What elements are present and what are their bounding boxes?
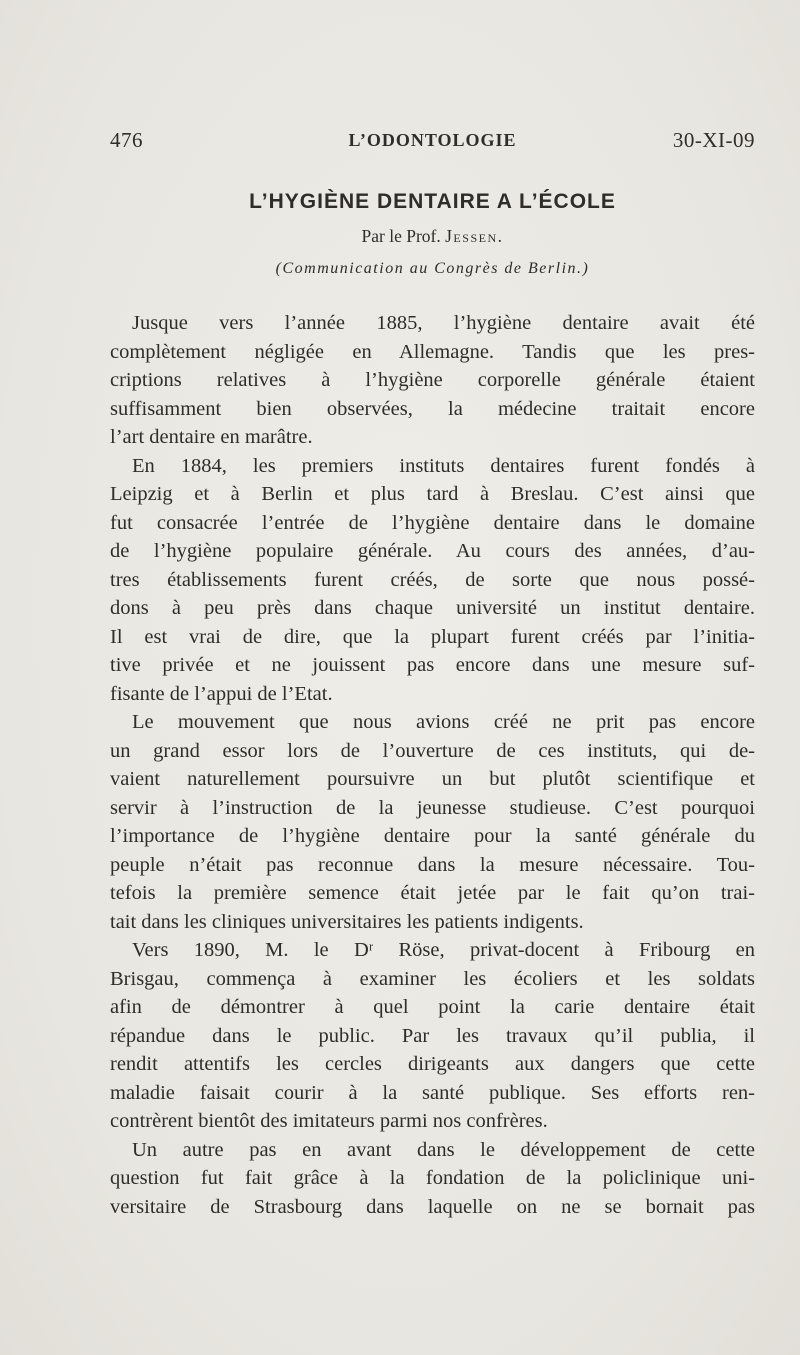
journal-title: L’ODONTOLOGIE <box>348 130 517 150</box>
paragraph <box>110 452 755 709</box>
text-line: dons à peu près dans chaque université un institut dentaire. <box>110 597 755 619</box>
byline-prefix: Par le Prof. <box>361 226 441 246</box>
text-line: Le mouvement que nous avions créé ne prit pas encore <box>132 711 755 733</box>
running-head <box>110 128 755 156</box>
text-line: fisante de l’appui de l’Etat. <box>110 682 333 705</box>
text-line: Vers 1890, M. le Dʳ Röse, privat-docent à Fribourg en <box>132 939 755 961</box>
text-line: Leipzig et à Berlin et plus tard à Breslau. C’est ainsi que <box>110 483 755 505</box>
text-line: tres établissements furent créés, de sorte que nous possé- <box>110 568 755 591</box>
paragraph <box>110 936 755 1136</box>
text-line: un grand essor lors de l’ouverture de ces instituts, qui de- <box>110 739 755 762</box>
paragraph <box>110 309 755 452</box>
issue-date: 30-XI-09 <box>672 128 755 152</box>
text-line: répandue dans le public. Par les travaux qu’il publia, il <box>110 1024 755 1047</box>
text-line: fut consacrée l’entrée de l’hygiène dentaire dans le domaine <box>110 511 755 534</box>
article-title: L’HYGIÈNE DENTAIRE A L’ÉCOLE <box>249 190 616 213</box>
text-line: maladie faisait courir à la santé publique. Ses efforts ren- <box>110 1081 755 1104</box>
text-line: tefois la première semence était jetée par le fait qu’on trai- <box>110 882 755 904</box>
text-line: criptions relatives à l’hygiène corporelle générale étaient <box>110 369 755 391</box>
page-number: 476 <box>110 128 143 152</box>
text-line: suffisamment bien observées, la médecine traitait encore <box>110 397 755 420</box>
text-line: Il est vrai de dire, que la plupart furent créés par l’initia- <box>110 625 755 648</box>
text-line: Jusque vers l’année 1885, l’hygiène dentaire avait été <box>132 312 755 334</box>
text-line: question fut fait grâce à la fondation de la policlinique uni- <box>110 1167 755 1189</box>
text-line: l’importance de l’hygiène dentaire pour la santé générale du <box>110 825 755 847</box>
text-line: Brisgau, commença à examiner les écoliers et les soldats <box>110 967 755 990</box>
text-line: En 1884, les premiers instituts dentaires furent fondés à <box>132 454 755 477</box>
text-line: contrèrent bientôt des imitateurs parmi nos confrères. <box>110 1110 548 1132</box>
article-body <box>110 309 755 1221</box>
communication-note: (Communication au Congrès de Berlin.) <box>275 260 590 277</box>
text-line: de l’hygiène populaire générale. Au cours des années, d’au- <box>110 540 755 562</box>
text-line: rendit attentifs les cercles dirigeants aux dangers que cette <box>110 1053 755 1075</box>
text-line: versitaire de Strasbourg dans laquelle on ne se bornait pas <box>110 1195 755 1218</box>
byline <box>110 226 755 247</box>
text-line: peuple n’était pas reconnue dans la mesure nécessaire. Tou- <box>110 853 755 876</box>
text-line: complètement négligée en Allemagne. Tandis que les pres- <box>110 340 755 363</box>
author-name: Jessen. <box>445 226 504 246</box>
text-line: Un autre pas en avant dans le développement de cette <box>132 1138 755 1161</box>
text-line: afin de démontrer à quel point la carie dentaire était <box>110 996 755 1018</box>
text-line: servir à l’instruction de la jeunesse studieuse. C’est pourquoi <box>110 796 755 819</box>
paragraph <box>110 1136 755 1222</box>
text-line: tait dans les cliniques universitaires les patients indigents. <box>110 910 584 933</box>
text-line: tive privée et ne jouissent pas encore dans une mesure suf- <box>110 654 755 676</box>
text-line: l’art dentaire en marâtre. <box>110 426 313 448</box>
paragraph <box>110 708 755 936</box>
text-line: vaient naturellement poursuivre un but plutôt scientifique et <box>110 768 755 790</box>
